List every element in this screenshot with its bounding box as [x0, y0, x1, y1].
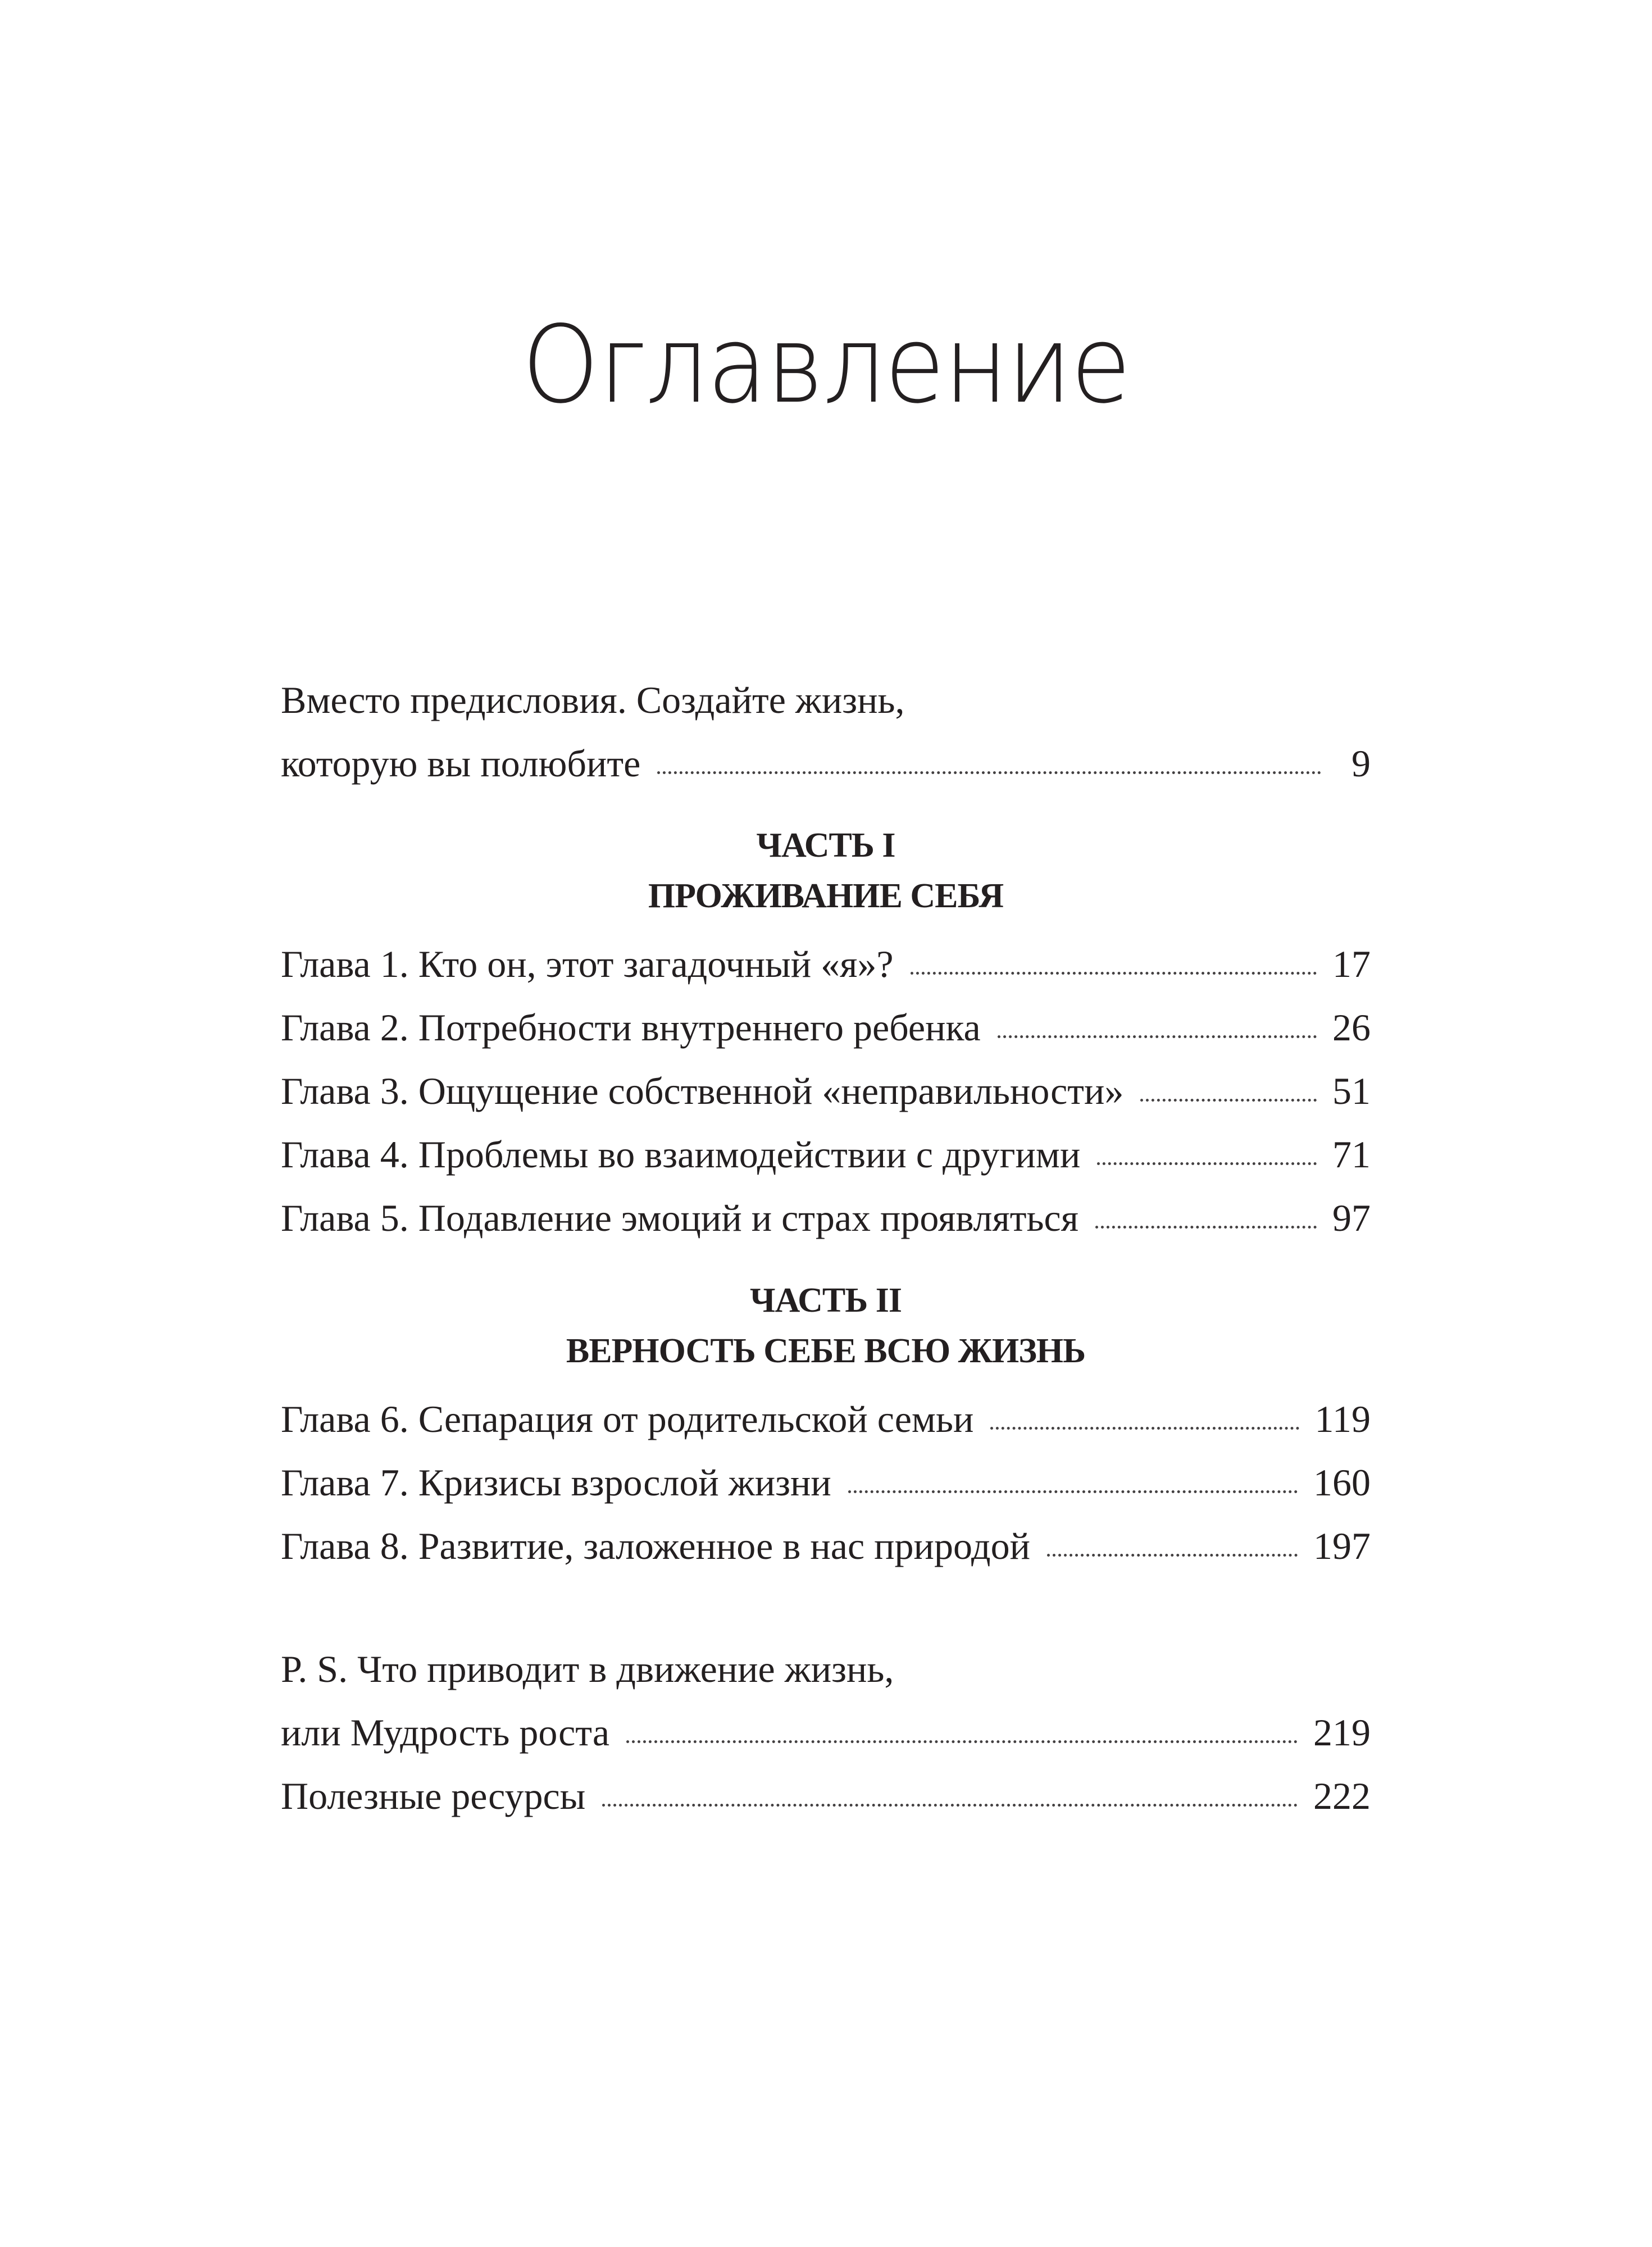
toc-entry-label: Глава 2. Потребности внутреннего ребенка — [281, 1006, 981, 1049]
toc-page-number: 197 — [1313, 1525, 1371, 1567]
toc-entry-label: Глава 1. Кто он, этот загадочный «я»? — [281, 943, 894, 985]
dot-leader — [1047, 1549, 1298, 1557]
dot-leader — [1095, 1221, 1317, 1229]
toc-entry-label: Глава 5. Подавление эмоций и страх проявляться — [281, 1197, 1078, 1239]
dot-leader — [1097, 1158, 1317, 1165]
toc-entry-chapter-2[interactable] — [281, 996, 1371, 1059]
dot-leader — [998, 1031, 1317, 1038]
toc-entry-label: которую вы полюбите — [281, 742, 641, 785]
toc-entry-label: Полезные ресурсы — [281, 1775, 586, 1817]
toc-entry-chapter-5[interactable] — [281, 1186, 1371, 1250]
toc-entry-chapter-3[interactable] — [281, 1059, 1371, 1123]
toc-entry-chapter-1[interactable] — [281, 933, 1371, 996]
toc-entry-chapter-8[interactable] — [281, 1514, 1371, 1578]
part-1-label: ЧАСТЬ I — [756, 826, 895, 865]
part-2-title: ВЕРНОСТЬ СЕБЕ ВСЮ ЖИЗНЬ — [566, 1332, 1086, 1370]
toc-page-number: 51 — [1332, 1070, 1371, 1112]
toc-page-number: 9 — [1351, 742, 1371, 785]
page-title: Оглавление — [522, 303, 1130, 427]
toc-entry-chapter-6[interactable] — [281, 1388, 1371, 1451]
dot-leader — [602, 1799, 1298, 1807]
toc-entry-preface[interactable] — [281, 732, 1371, 795]
dot-leader — [990, 1422, 1299, 1430]
toc-page-number: 222 — [1313, 1775, 1371, 1817]
toc-page-number: 219 — [1313, 1711, 1371, 1754]
toc-page-number: 71 — [1332, 1133, 1371, 1176]
toc-entry-postscript[interactable] — [281, 1701, 1371, 1764]
toc-entry-label: или Мудрость роста — [281, 1711, 610, 1754]
toc-page-number: 119 — [1314, 1398, 1371, 1440]
dot-leader — [626, 1736, 1298, 1743]
part-2-label: ЧАСТЬ II — [749, 1281, 902, 1320]
toc-postscript-line1 — [281, 1638, 1371, 1701]
toc-preface-line1 — [281, 668, 1371, 732]
toc-entry-label: Глава 3. Ощущение собственной «неправильности» — [281, 1070, 1124, 1112]
toc-entry-resources[interactable] — [281, 1764, 1371, 1828]
toc-entry-label: Глава 7. Кризисы взрослой жизни — [281, 1461, 831, 1504]
part-1-title: ПРОЖИВАНИЕ СЕБЯ — [648, 877, 1004, 915]
toc-entry-chapter-4[interactable] — [281, 1123, 1371, 1186]
toc-entry-chapter-7[interactable] — [281, 1451, 1371, 1514]
toc-page-number: 17 — [1332, 943, 1371, 985]
toc-page-number: 26 — [1332, 1006, 1371, 1049]
toc-postscript-title: P. S. Что приводит в движение жизнь, — [281, 1648, 894, 1690]
toc-page-number: 160 — [1313, 1461, 1371, 1504]
toc-entry-label: Глава 8. Развитие, заложенное в нас природой — [281, 1525, 1030, 1567]
dot-leader — [1140, 1094, 1317, 1102]
dot-leader — [657, 767, 1321, 774]
toc-preface-title: Вместо предисловия. Создайте жизнь, — [281, 679, 905, 721]
dot-leader — [911, 967, 1317, 975]
toc-page-number: 97 — [1332, 1197, 1371, 1239]
dot-leader — [848, 1486, 1298, 1493]
toc-entry-label: Глава 6. Сепарация от родительской семьи — [281, 1398, 974, 1440]
toc-entry-label: Глава 4. Проблемы во взаимодействии с другими — [281, 1133, 1081, 1176]
